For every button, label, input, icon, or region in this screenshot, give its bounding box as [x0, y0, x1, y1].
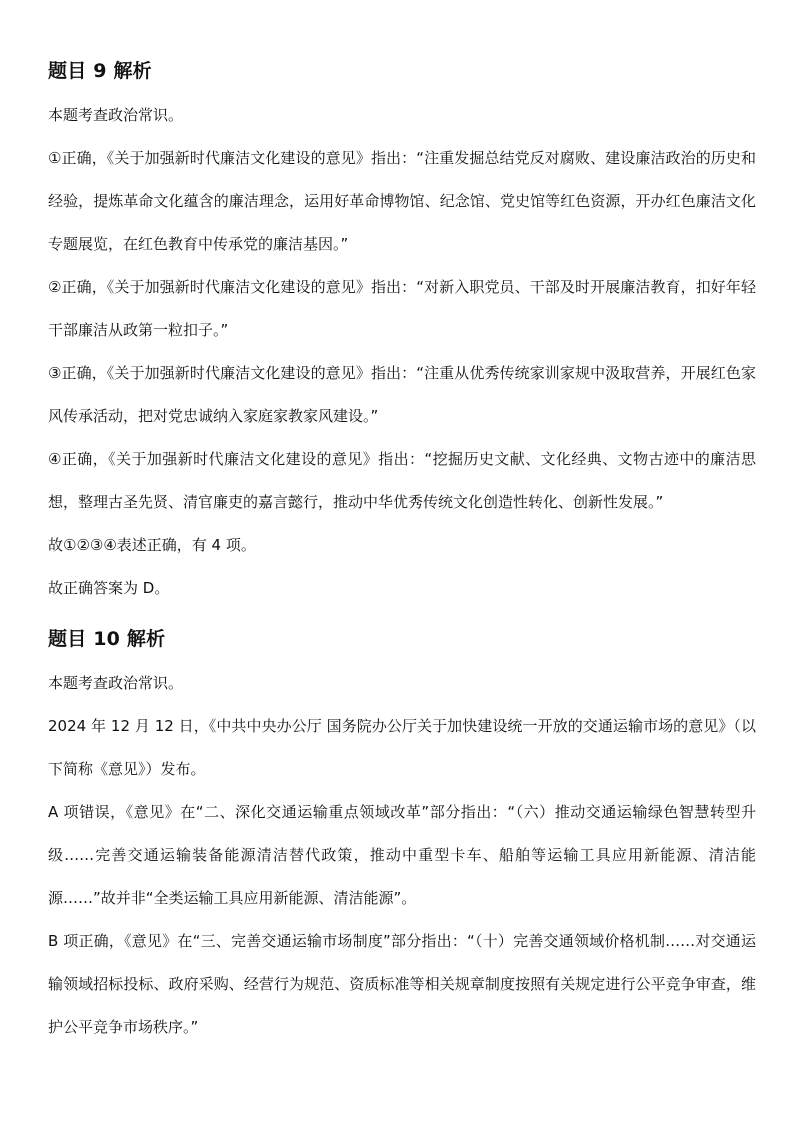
paragraph: ④正确，《关于加强新时代廉洁文化建设的意见》指出：“挖掘历史文献、文化经典、文物古迹中的廉洁思想，整理古圣先贤、清官廉吏的嘉言懿行，推动中华优秀传统文化创造性转化、创新性发展。” — [48, 450, 756, 511]
section-heading: 题目 10 解析 — [48, 628, 166, 650]
paragraph: 本题考查政治常识。 — [48, 106, 184, 124]
question-10-analysis — [48, 624, 756, 1049]
paragraph: A 项错误，《意见》在“二、深化交通运输重点领域改革”部分指出：“（六）推动交通运输绿色智慧转型升级……完善交通运输装备能源清洁替代政策，推动中重型卡车、船舶等运输工具应用新能源、清洁能源……”故并非“全类运输工具应用新能源、清洁能源”。 — [48, 803, 756, 907]
paragraph: 故正确答案为 D。 — [48, 579, 170, 597]
section-heading: 题目 9 解析 — [48, 60, 152, 82]
paragraph: B 项正确，《意见》在“三、完善交通运输市场制度”部分指出：“（十）完善交通领域价格机制……对交通运输领域招标投标、政府采购、经营行为规范、资质标准等相关规章制度按照有关规定进行公平竞争审查，维护公平竞争市场秩序。” — [48, 932, 756, 1036]
paragraph: 故①②③④表述正确，有 4 项。 — [48, 536, 256, 554]
paragraph: 本题考查政治常识。 — [48, 674, 184, 692]
paragraph: ③正确，《关于加强新时代廉洁文化建设的意见》指出：“注重从优秀传统家训家规中汲取营养，开展红色家风传承活动，把对党忠诚纳入家庭家教家风建设。” — [48, 364, 756, 425]
paragraph: ②正确，《关于加强新时代廉洁文化建设的意见》指出：“对新入职党员、干部及时开展廉洁教育，扣好年轻干部廉洁从政第一粒扣子。” — [48, 278, 756, 339]
question-9-analysis — [48, 56, 756, 610]
document-page — [48, 56, 756, 1049]
paragraph: ①正确，《关于加强新时代廉洁文化建设的意见》指出：“注重发掘总结党反对腐败、建设廉洁政治的历史和经验，提炼革命文化蕴含的廉洁理念，运用好革命博物馆、纪念馆、党史馆等红色资源，开办红色廉洁文化专题展览，在红色教育中传承党的廉洁基因。” — [48, 149, 756, 253]
paragraph: 2024 年 12 月 12 日，《中共中央办公厅 国务院办公厅关于加快建设统一开放的交通运输市场的意见》（以下简称《意见》）发布。 — [48, 717, 756, 778]
